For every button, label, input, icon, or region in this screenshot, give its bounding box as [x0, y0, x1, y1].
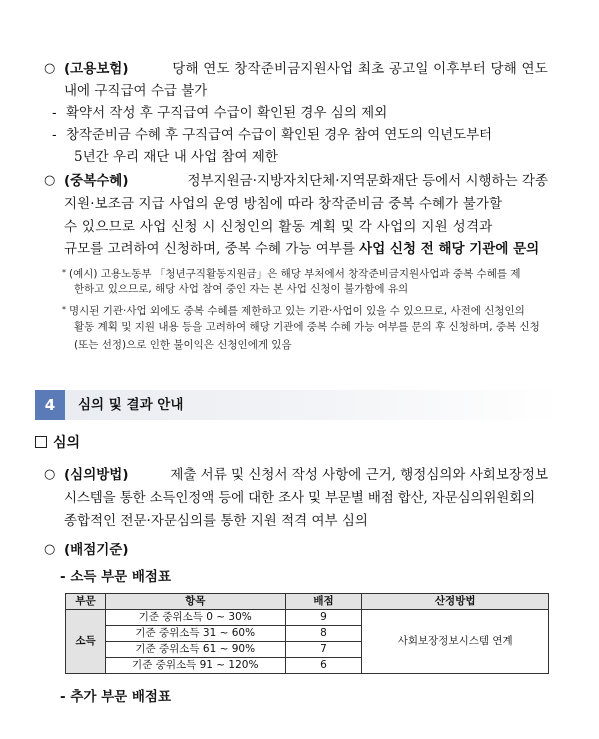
circle-bullet-icon: ○	[44, 173, 56, 188]
note-2-line-2: 활동 계획 및 지원 내용 등을 고려하여 해당 기관에 중복 수혜 가능 여부를 문의 후 신청하며, 중복 신청	[74, 321, 540, 333]
review-method-line-1	[64, 464, 548, 486]
note-2-line-3: (또는 선정)으로 인한 불이익은 신청인에게 있음	[74, 339, 292, 351]
section-title: 심의 및 결과 안내	[78, 397, 184, 413]
score-cell: 9	[285, 610, 362, 626]
score-cell: 7	[285, 642, 362, 658]
dash-bullet: -	[52, 127, 57, 143]
review-heading: 심의	[35, 432, 80, 454]
duplicate-benefit-line-4-bold: 사업 신청 전 해당 기관에 문의	[359, 241, 540, 257]
item-cell: 기준 중위소득 61 ~ 90%	[105, 642, 285, 658]
header-item: 항목	[105, 594, 285, 610]
asterisk-icon: *	[62, 305, 66, 314]
section-header-bar	[35, 390, 560, 420]
extra-score-heading: - 추가 부문 배점표	[60, 689, 171, 705]
table-header-row	[66, 594, 549, 610]
employment-insurance-sub-2-line-1: 창작준비금 수혜 후 구직급여 수급이 확인된 경우 참여 연도의 익년도부터	[66, 127, 492, 143]
duplicate-benefit-tag: (중복수혜)	[64, 173, 129, 189]
employment-insurance-sub-1: 확약서 작성 후 구직급여 수급이 확인된 경우 심의 제외	[66, 105, 388, 121]
header-category: 부문	[66, 594, 106, 610]
duplicate-benefit-line-2: 지원·보조금 지급 사업의 운영 방침에 따라 창작준비금 중복 수혜가 불가할	[64, 196, 503, 212]
duplicate-benefit-text-1: 정부지원금·지방자치단체·지역문화재단 등에서 시행하는 각종	[187, 173, 548, 189]
section-number-badge: 4	[35, 390, 65, 420]
duplicate-benefit-line-1	[64, 170, 548, 192]
criteria-tag: (배점기준)	[64, 542, 129, 558]
review-method-line-2: 시스템을 통한 소득인정액 등에 대한 조사 및 부문별 배점 합산, 자문심의위원회의	[64, 490, 535, 506]
asterisk-icon: *	[62, 268, 66, 277]
duplicate-benefit-line-4	[64, 238, 539, 260]
item-cell: 기준 중위소득 91 ~ 120%	[105, 658, 285, 674]
employment-insurance-line-1	[64, 58, 548, 80]
header-score: 배점	[285, 594, 362, 610]
employment-insurance-sub-2-line-2: 5년간 우리 재단 내 사업 참여 제한	[74, 149, 278, 165]
item-cell: 기준 중위소득 0 ~ 30%	[105, 610, 285, 626]
review-method-text-1: 제출 서류 및 신청서 작성 사항에 근거, 행정심의와 사회보장정보	[170, 467, 548, 483]
square-bullet-icon	[35, 436, 47, 448]
circle-bullet-icon: ○	[44, 61, 56, 76]
note-1-line-1: * (예시) 고용노동부 「청년구직활동지원금」은 해당 부처에서 창작준비금지원사업과 중복 수혜를 제	[62, 268, 521, 280]
circle-bullet-icon: ○	[44, 467, 56, 482]
category-cell: 소득	[66, 610, 106, 674]
income-score-table	[65, 593, 549, 674]
table-row	[66, 610, 549, 626]
dash-bullet: -	[52, 105, 57, 121]
duplicate-benefit-line-3: 수 있으므로 사업 신청 시 신청인의 활동 계획 및 각 사업의 지원 성격과	[64, 219, 493, 235]
note-2-line-1: * 명시된 기관·사업 외에도 중복 수혜를 제한하고 있는 기관·사업이 있을 수 있으므로, 사전에 신청인의	[62, 305, 525, 317]
score-cell: 6	[285, 658, 362, 674]
review-method-tag: (심의방법)	[64, 467, 129, 483]
item-cell: 기준 중위소득 31 ~ 60%	[105, 626, 285, 642]
header-method: 산정방법	[362, 594, 549, 610]
employment-insurance-tag: (고용보험)	[64, 61, 129, 77]
income-score-heading: - 소득 부문 배점표	[60, 569, 171, 585]
employment-insurance-text-1: 당해 연도 창작준비금지원사업 최초 공고일 이후부터 당해 연도	[172, 61, 548, 77]
circle-bullet-icon: ○	[44, 542, 56, 557]
score-cell: 8	[285, 626, 362, 642]
duplicate-benefit-line-4-plain: 규모를 고려하여 신청하며, 중복 수혜 가능 여부를	[64, 241, 355, 257]
method-cell: 사회보장정보시스템 연계	[362, 610, 549, 674]
employment-insurance-line-2: 내에 구직급여 수급 불가	[64, 83, 208, 99]
review-method-line-3: 종합적인 전문·자문심의를 통한 지원 적격 여부 심의	[64, 513, 368, 529]
note-1-line-2: 한하고 있으므로, 해당 사업 참여 중인 자는 본 사업 신청이 불가함에 유의	[74, 283, 409, 295]
